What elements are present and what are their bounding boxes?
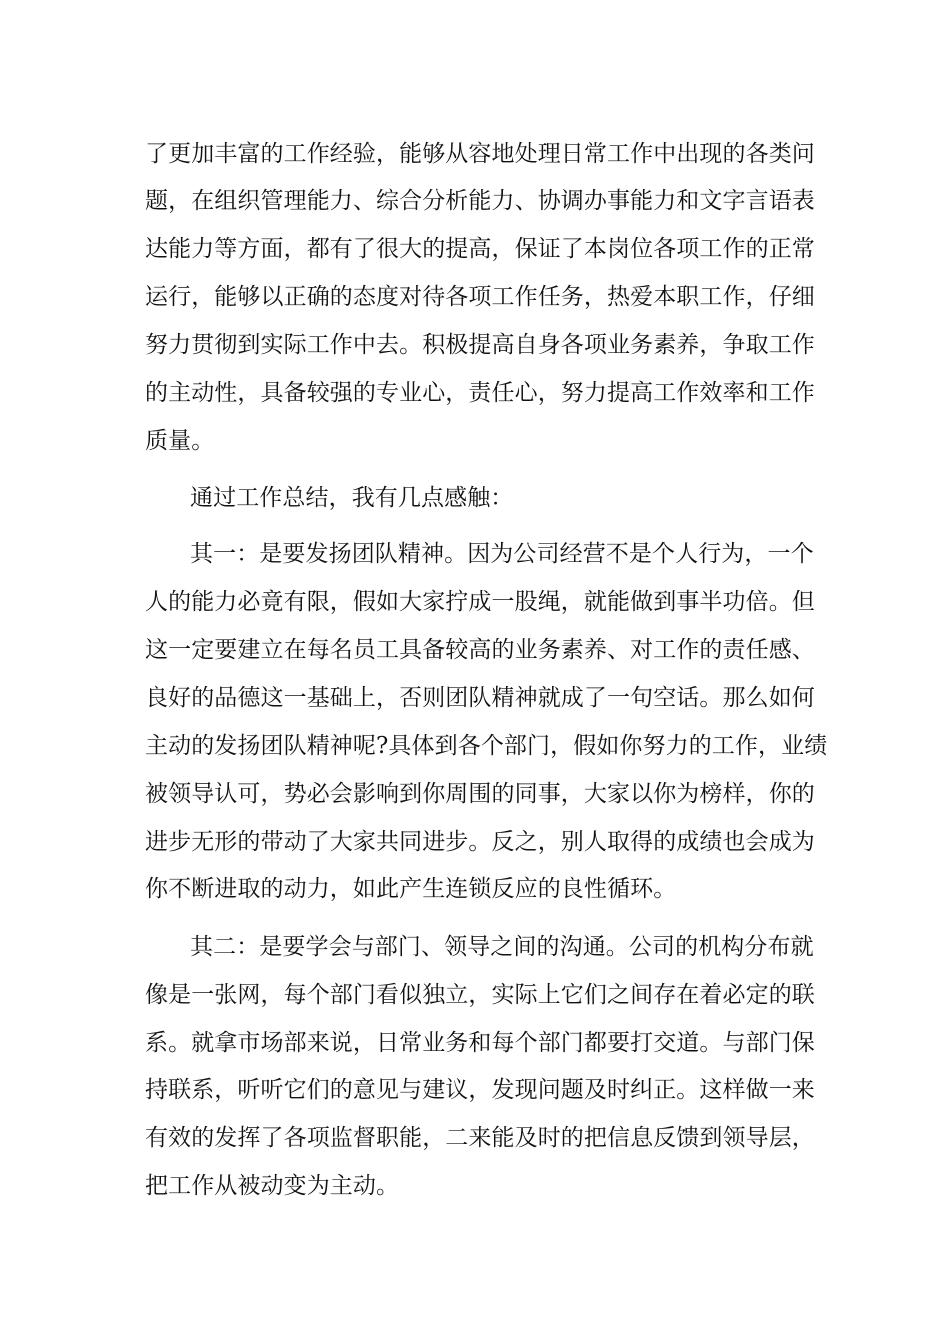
text-line: 系。就拿市场部来说，日常业务和每个部门都要打交道。与部门保 [145,1030,815,1056]
text-line: 努力贯彻到实际工作中去。积极提高自身各项业务素养，争取工作 [145,332,815,358]
text-line: 这一定要建立在每名员工具备较高的业务素养、对工作的责任感、 [145,637,815,663]
text-line: 运行，能够以正确的态度对待各项工作任务，热爱本职工作，仔细 [145,284,815,310]
text-line: 人的能力必竟有限，假如大家拧成一股绳，就能做到事半功倍。但 [145,589,815,615]
text-line: 主动的发扬团队精神呢?具体到各个部门，假如你努力的工作，业绩 [145,733,828,759]
text-line: 你不断进取的动力，如此产生连锁反应的良性循环。 [145,876,677,902]
text-line: 把工作从被动变为主动。 [145,1173,400,1199]
text-line: 的主动性，具备较强的专业心，责任心，努力提高工作效率和工作 [145,380,815,406]
text-line: 了更加丰富的工作经验，能够从容地处理日常工作中出现的各类问 [145,141,815,167]
text-line: 进步无形的带动了大家共同进步。反之，别人取得的成绩也会成为 [145,829,815,855]
text-line: 持联系，听听它们的意见与建议，发现问题及时纠正。这样做一来 [145,1077,815,1103]
text-line: 达能力等方面，都有了很大的提高，保证了本岗位各项工作的正常 [145,236,815,262]
text-line: 质量。 [145,428,215,454]
text-line: 被领导认可，势必会影响到你周围的同事，大家以你为榜样，你的 [145,781,815,807]
text-line: 其二：是要学会与部门、领导之间的沟通。公司的机构分布就 [190,934,814,960]
text-line: 像是一张网，每个部门看似独立，实际上它们之间存在着必定的联 [145,982,815,1008]
text-line: 良好的品德这一基础上，否则团队精神就成了一句空话。那么如何 [145,685,815,711]
text-line: 其一：是要发扬团队精神。因为公司经营不是个人行为，一个 [190,541,814,567]
text-line: 通过工作总结，我有几点感触： [190,485,514,511]
text-line: 有效的发挥了各项监督职能，二来能及时的把信息反馈到领导层， [145,1125,815,1151]
text-line: 题，在组织管理能力、综合分析能力、协调办事能力和文字言语表 [145,188,815,214]
